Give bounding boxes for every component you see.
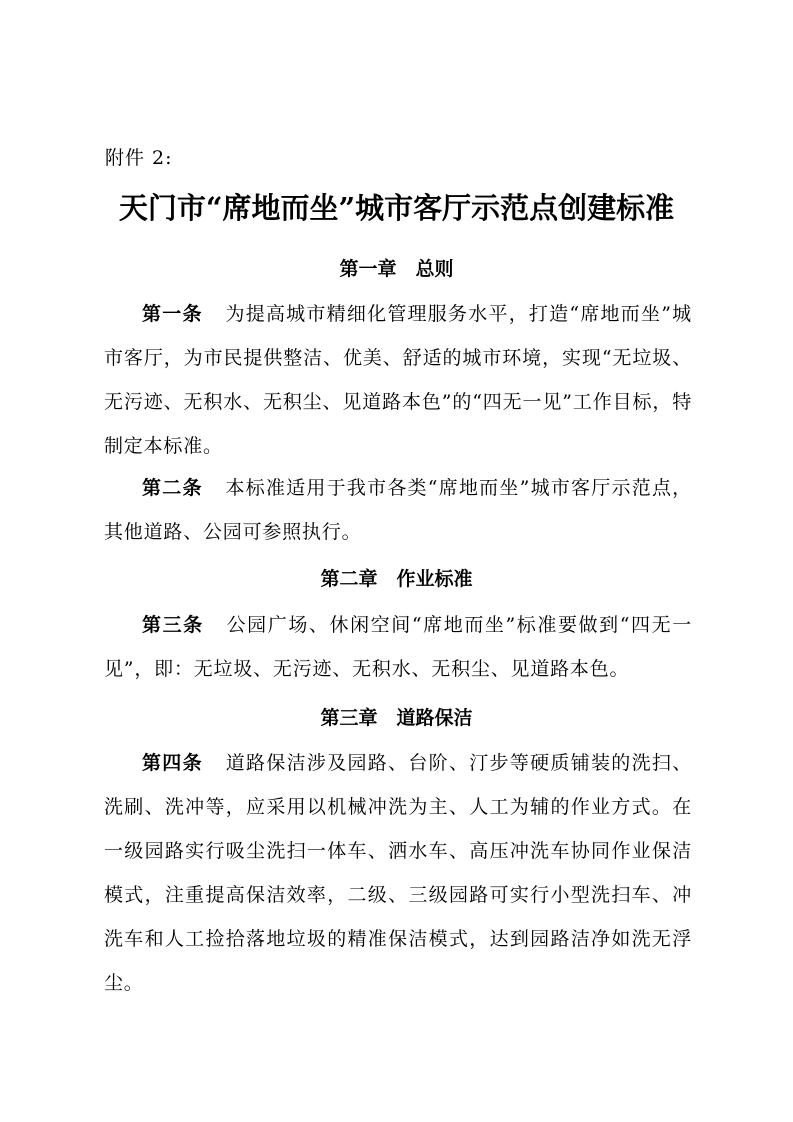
article-4 [104,741,692,1005]
article-4-label: 第四条 [142,752,203,774]
chapter-1-heading: 第一章 总则 [339,258,454,280]
article-1-text: 为提高城市精细化管理服务水平，打造“席地而坐”城市客厅，为市民提供整洁、优美、舒适的城市环境，实现“无垃圾、无污迹、无积水、无积尘、见道路本色”的“四无一见”工作目标，特制定本标准。 [104,303,692,457]
article-1-label: 第一条 [142,303,203,325]
article-1 [104,292,692,468]
chapter-2-heading: 第二章 作业标准 [320,568,473,590]
article-2 [104,466,692,554]
attachment-label: 附件 2: [105,147,173,169]
chapter-3-heading: 第三章 道路保洁 [320,707,473,729]
article-4-text: 道路保洁涉及园路、台阶、汀步等硬质铺装的洗扫、洗刷、洗冲等，应采用以机械冲洗为主、人工为辅的作业方式。在一级园路实行吸尘洗扫一体车、洒水车、高压冲洗车协同作业保洁模式，注重提高保洁效率，二级、三级园路可实行小型洗扫车、冲洗车和人工捡拾落地垃圾的精准保洁模式，达到园路洁净如洗无浮尘。 [104,752,692,994]
article-2-label: 第二条 [142,477,203,499]
article-3-text: 公园广场、休闲空间“席地而坐”标准要做到“四无一见”，即：无垃圾、无污迹、无积水、无积尘、见道路本色。 [104,614,692,680]
article-3-label: 第三条 [142,614,204,636]
document-title: 天门市“席地而坐”城市客厅示范点创建标准 [118,191,675,225]
article-2-text: 本标准适用于我市各类“席地而坐”城市客厅示范点，其他道路、公园可参照执行。 [104,477,692,543]
article-3 [104,603,692,691]
